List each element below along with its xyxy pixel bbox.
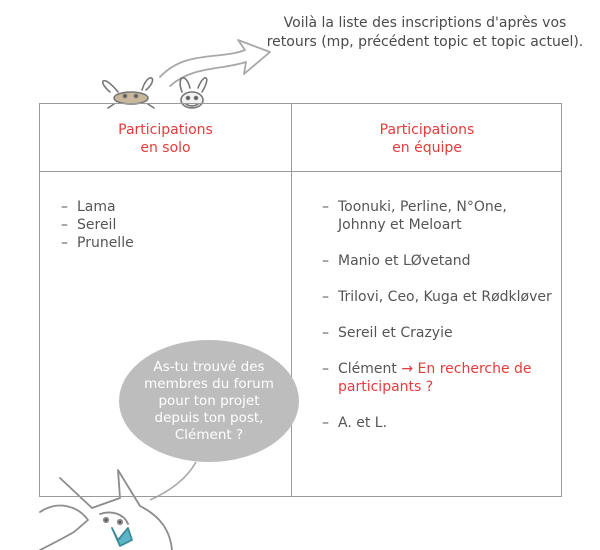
speech-bubble bbox=[119, 340, 299, 462]
team-list-item: – Trilovi, Ceo, Kuga et Rødkløver bbox=[322, 288, 558, 306]
team-list-item: – Manio et LØvetand bbox=[322, 252, 558, 270]
team-list-item: – A. et L. bbox=[322, 414, 558, 432]
registration-table bbox=[39, 103, 562, 497]
header-divider bbox=[40, 171, 561, 172]
team-header-line1: Participations bbox=[379, 122, 475, 138]
solo-header bbox=[40, 121, 291, 157]
solo-list bbox=[61, 198, 134, 252]
team-list bbox=[322, 198, 558, 450]
team-list-item-clement bbox=[322, 360, 558, 396]
column-divider bbox=[291, 104, 292, 496]
team-header-line2: en équipe bbox=[392, 140, 462, 156]
team-list-item: – Sereil et Crazyie bbox=[322, 324, 558, 342]
arrow-doodle bbox=[160, 40, 270, 86]
solo-header-line2: en solo bbox=[140, 140, 191, 156]
team-list-item: – Toonuki, Perline, N°One, Johnny et Meloart bbox=[322, 198, 558, 234]
solo-list-item: – Lama bbox=[61, 198, 134, 216]
team-header bbox=[291, 121, 563, 157]
solo-list-item: – Sereil bbox=[61, 216, 134, 234]
solo-list-item: – Prunelle bbox=[61, 234, 134, 252]
speech-bubble-text: As-tu trouvé des membres du forum pour ton projet depuis ton post, Clément ? bbox=[144, 358, 274, 443]
clement-note: → En recherche de participants ? bbox=[338, 361, 532, 395]
solo-header-line1: Participations bbox=[118, 122, 213, 138]
intro-text: Voilà la liste des inscriptions d'après vos retours (mp, précédent topic et topic actuel). bbox=[266, 15, 584, 50]
clement-name: Clément bbox=[338, 361, 397, 377]
